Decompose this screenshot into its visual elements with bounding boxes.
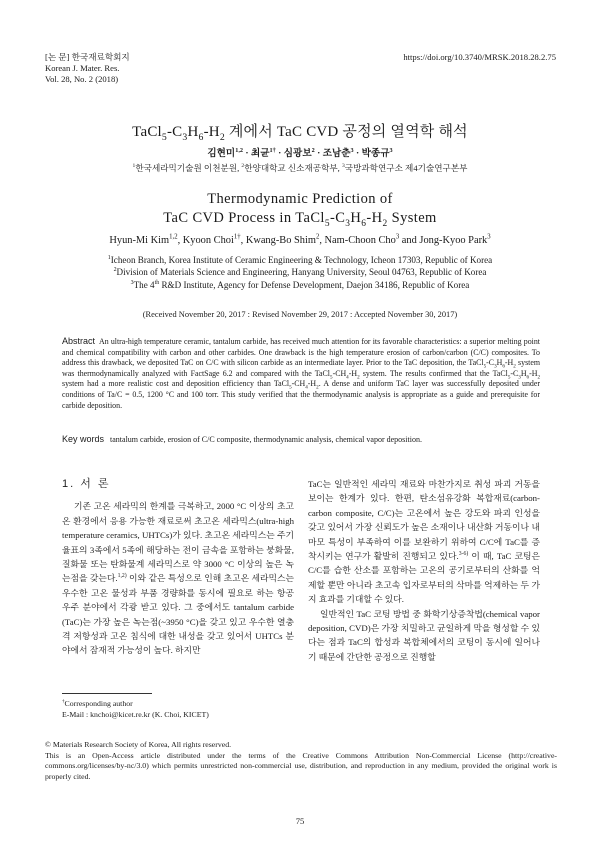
footnote-rule [62, 693, 152, 694]
authors-korean: 김현미$^{1,2}$ · 최균$^{1\dagger}$ · 심광보$^2$ · 조남춘$^3$ · 박종규$^3$ [207, 146, 393, 159]
paragraph: TaC는 일반적인 세라믹 재료와 마찬가지로 취성 파괴 거동을 보이는 한계가 있다. 한편, 탄소섬유강화 복합재료(carbon-carbon composite, C/C)는 고온에서 높은 강도와 파괴 인성을 갖고 있어서 가장 신뢰도가 높은 소재이나 내산화 거동이나 내마모 특성이 부족하여 이를 보완하기 위하여 C/C에 TaC를 증착시키는 연구가 활발히 진행되고 있다.$^{3-6)}$ 이 때, TaC 코팅은 C/C를 습한 산소를 포함하는 고온의 공기로부터의 산화를 억제할 뿐만 아니라 초고속 입자로부터의 삭마를 억제하는 두 가지 효과를 기대할 수 있다. [308, 479, 540, 605]
author-ko: 최균 [251, 148, 270, 159]
page-number: 75 [295, 816, 305, 826]
author-en: Kwang-Bo Shim [245, 235, 316, 246]
body-column-left [62, 477, 294, 658]
copyright: © Materials Research Society of Korea, All rights reserved. [45, 740, 232, 749]
author-en: Hyun-Mi Kim [109, 235, 170, 246]
abstract-label: Abstract [62, 336, 96, 346]
keywords: Key words tantalum carbide, erosion of C/C composite, thermodynamic analysis, chemical vapor deposition. [62, 434, 422, 444]
journal-name-en: Korean J. Mater. Res. [45, 63, 120, 74]
author-en: Kyoon Choi [182, 235, 234, 246]
keywords-label: Key words [62, 434, 105, 444]
abstract: Abstract An ultra-high temperature ceramic, tantalum carbide, has received much attention for its favorable characteristics: a superior melting point and chemical compatibility with carbon and other carbides. One drawback is the high temperature erosion of carbon/carbon (C/C) composites. To address this drawback, we deposited TaC on C/C with silicon carbide as an intermediate layer. Prior to the TaC deposition, the $TaCl_5-C_3H_6-H_2$ system was thermodynamically analyzed with FactSage 6.2 and compared with the $TaCl_5-CH_4-H_2$ system. The results confirmed that the $TaCl_5-C_3H_6-H_2$ system had a more realistic cost and deposition efficiency than $TaCl_5-CH_4-H_2$. A dense and uniform TaC layer was successfully deposited under conditions of Ta/C = 0.5, 1200 °C and 100 torr. This study verified that the thermodynamic analysis is appropriate as a guide and prerequisite for carbide deposition. [62, 336, 540, 410]
title-korean: $TaCl_5-C_3H_6-H_2$ 계에서 TaC CVD 공정의 열역학 해석 [132, 124, 468, 143]
author-en: Nam-Choon Cho [324, 235, 396, 246]
author-ko: 박종규 [361, 148, 390, 159]
affiliations-korean: $^1$한국세라믹기술원 이천분원, $^2$한양대학교 신소재공학부, $^3$국방과학연구소 제4기술연구본부 [132, 163, 468, 173]
title-english: Thermodynamic Prediction of TaC CVD Process in $TaCl_5-C_3H_6-H_2$ System [163, 191, 437, 229]
journal-volume: Vol. 28, No. 2 (2018) [45, 74, 119, 85]
license-notice [45, 740, 557, 782]
journal-header [45, 52, 130, 86]
paragraph: 일반적인 TaC 코팅 방법 중 화학기상증착법(chemical vapor deposition, CVD)은 가장 치밀하고 균일하게 막을 형성할 수 있다는 점과 TaC의 합성과 복합체에서의 코팅이 동시에 일어나기 때문에 간단한 공정으로 진행할 [308, 608, 540, 662]
doi-link[interactable]: https://doi.org/10.3740/MRSK.2018.28.2.75 [403, 52, 556, 62]
affiliation-1: $^1$Icheon Branch, Korea Institute of Ceramic Engineering & Technology, Icheon 17303, Republic of Korea [107, 254, 493, 265]
author-ko: 조남춘 [322, 148, 351, 159]
body-column-right [308, 477, 540, 664]
author-en: Jong-Kyoo Park [419, 235, 488, 246]
author-email: E-Mail : knchoi@kicet.re.kr (K. Choi, KICET) [62, 709, 209, 719]
affiliations-english [0, 254, 600, 291]
authors-english: Hyun-Mi Kim$^{1,2}$, Kyoon Choi$^{1\dagger}$, Kwang-Bo Shim$^2$, Nam-Choon Cho$^3$ and Jong-Kyoo Park$^3$ [109, 233, 491, 246]
journal-name-ko: [논 문] 한국재료학회지 [45, 52, 130, 62]
paragraph: 기존 고온 세라믹의 한계를 극복하고, 2000 °C 이상의 초고온 환경에서 응용 가능한 재료로써 초고온 세라믹스(ultra-high temperature ceramics, UHTCs)가 있다. 초고온 세라믹스는 주기율표의 3족에서 5족에 해당하는 전이 금속을 포함하는 붕화물, 질화물 또는 탄화물계 세라믹스로 약 3000 °C 이상의 높은 녹는점을 갖는다.$^{1,2)}$ 이와 같은 특성으로 인해 초고온 세라믹스는 우수한 고온 물성과 부품 경량화를 동시에 필요로 하는 항공 우주 분야에서 각광 받고 있다. 그 중에서도 tantalum carbide (TaC)는 가장 높은 녹는점(~3950 °C)을 갖고 있고 우수한 열충격 저항성과 고온 침식에 대한 내성을 갖고 있어서 UHTCs 분야에서 잠재적 가능성이 높다. 하지만 [62, 501, 294, 656]
corresponding-author: †Corresponding author E-Mail : knchoi@kicet.re.kr (K. Choi, KICET) [62, 699, 542, 720]
author-ko: 김현미 [207, 148, 236, 159]
section-heading: 1. 서 론 [62, 478, 111, 490]
author-ko: 심광보 [283, 148, 312, 159]
affiliation-3: $^3$The 4th R&D Institute, Agency for Defense Development, Daejon 34186, Republic of Korea [130, 279, 470, 290]
received-dates: (Received November 20, 2017 : Revised November 29, 2017 : Accepted November 30, 2017) [142, 310, 458, 319]
license-text: This is an Open-Access article distributed under the terms of the Creative Commons Attribution Non-Commercial License (http://creative-commons.org/licenses/by-nc/3.0) which permits unrestricted non-commercial use, distribution, and reproduction in any medium, provided the original work is properly cited. [45, 750, 557, 781]
affiliation-2: $^2$Division of Materials Science and Engineering, Hanyang University, Seoul 04763, Republic of Korea [113, 267, 487, 278]
